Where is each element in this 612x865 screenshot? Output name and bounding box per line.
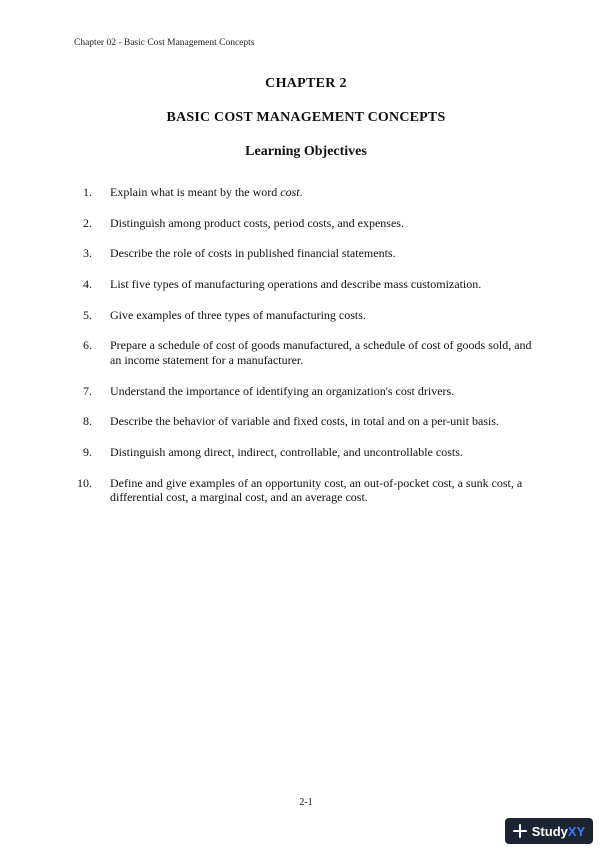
- objective-number: 9.: [83, 445, 92, 459]
- objective-item: [72, 277, 542, 292]
- objective-text: Give examples of three types of manufacturing costs.: [110, 307, 366, 322]
- objective-number: 6.: [83, 338, 92, 353]
- objective-text: Prepare a schedule of cost of goods manufactured, a schedule of cost of goods sold, and an income statement for a manufacturer.: [110, 338, 532, 367]
- objective-emphasis: cost: [280, 185, 300, 199]
- objective-number: 2.: [83, 215, 92, 230]
- objective-item: [72, 445, 542, 460]
- studyxy-badge[interactable]: [505, 818, 593, 844]
- objective-item: [72, 185, 542, 200]
- objective-text: [110, 185, 542, 200]
- chapter-subtitle: BASIC COST MANAGEMENT CONCEPTS: [166, 110, 446, 125]
- objective-text: Describe the behavior of variable and fixed costs, in total and on a per-unit basis.: [110, 414, 499, 429]
- objective-item: [72, 476, 542, 505]
- objective-text: Define and give examples of an opportunity cost, an out-of-pocket cost, a sunk cost, a differential cost, a marginal cost, and an average cost.: [110, 475, 523, 505]
- objective-number: 10.: [77, 475, 92, 490]
- objective-number: 1.: [83, 185, 92, 199]
- page-number: 2-1: [299, 797, 313, 808]
- objective-text: Distinguish among direct, indirect, controllable, and uncontrollable costs.: [110, 445, 463, 459]
- brand-name: [532, 824, 585, 839]
- objective-item: [72, 384, 542, 399]
- objective-number: 4.: [83, 277, 92, 292]
- running-header: Chapter 02 - Basic Cost Management Concepts: [74, 38, 255, 48]
- objective-text: Distinguish among product costs, period costs, and expenses.: [110, 215, 404, 230]
- objective-item: [72, 216, 542, 231]
- objective-item: [72, 246, 542, 261]
- objective-number: 8.: [83, 414, 92, 429]
- objectives-list: [72, 185, 542, 521]
- objective-item: [72, 414, 542, 429]
- objective-text: Describe the role of costs in published financial statements.: [110, 246, 396, 261]
- brand-name-part1: Study: [531, 823, 568, 839]
- objective-text-part: Explain what is meant by the word: [110, 185, 281, 199]
- objectives-heading: Learning Objectives: [245, 144, 367, 159]
- objective-item: [72, 338, 542, 367]
- objective-text: List five types of manufacturing operations and describe mass customization.: [110, 277, 482, 292]
- objective-text: Understand the importance of identifying an organization's cost drivers.: [110, 383, 455, 398]
- objective-number: 3.: [83, 246, 92, 261]
- objective-item: [72, 308, 542, 323]
- plus-icon: [513, 824, 527, 838]
- brand-name-part2: XY: [567, 823, 586, 839]
- objective-text-part: .: [299, 185, 303, 199]
- objective-number: 5.: [83, 307, 92, 322]
- objective-number: 7.: [83, 383, 92, 398]
- chapter-title: CHAPTER 2: [265, 76, 347, 91]
